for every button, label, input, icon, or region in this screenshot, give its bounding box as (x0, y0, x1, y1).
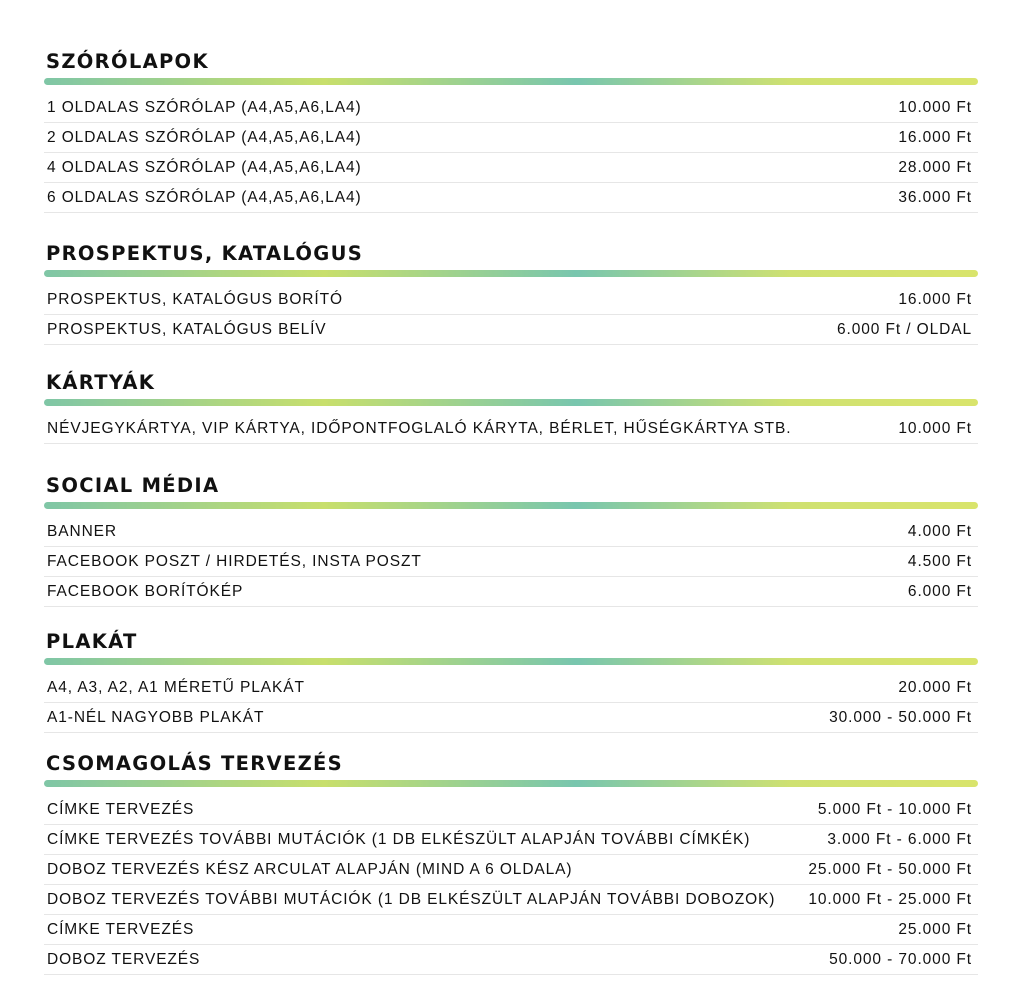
gradient-divider (44, 270, 978, 277)
price-row (44, 885, 978, 915)
item-price: 28.000 Ft (898, 158, 972, 176)
section-prospektus (44, 242, 978, 345)
section-title: PROSPEKTUS, KATALÓGUS (46, 242, 364, 265)
item-label: DOBOZ TERVEZÉS TOVÁBBI MUTÁCIÓK (1 DB ELKÉSZÜLT ALAPJÁN TOVÁBBI DOBOZOK) (47, 890, 776, 908)
item-price: 16.000 Ft (898, 128, 972, 146)
item-price: 10.000 Ft (898, 419, 972, 437)
price-row (44, 153, 978, 183)
price-row (44, 183, 978, 213)
gradient-divider (44, 502, 978, 509)
item-label: NÉVJEGYKÁRTYA, VIP KÁRTYA, IDŐPONTFOGLALÓ KÁRYTA, BÉRLET, HŰSÉGKÁRTYA STB. (47, 419, 792, 437)
section-szorolapok (44, 50, 978, 213)
price-row (44, 315, 978, 345)
section-title: KÁRTYÁK (46, 371, 156, 394)
item-price: 3.000 Ft - 6.000 Ft (827, 830, 972, 848)
price-row (44, 517, 978, 547)
item-label: A1-NÉL NAGYOBB PLAKÁT (47, 708, 265, 726)
section-plakat (44, 630, 978, 733)
section-kartyak (44, 371, 978, 444)
price-row (44, 577, 978, 607)
section-title: SZÓRÓLAPOK (46, 50, 209, 73)
item-label: CÍMKE TERVEZÉS (47, 920, 195, 938)
item-label: FACEBOOK POSZT / HIRDETÉS, INSTA POSZT (47, 552, 422, 570)
price-row (44, 795, 978, 825)
item-label: 4 OLDALAS SZÓRÓLAP (A4,A5,A6,LA4) (47, 158, 362, 176)
price-row (44, 414, 978, 444)
item-label: FACEBOOK BORÍTÓKÉP (47, 582, 244, 600)
section-title: CSOMAGOLÁS TERVEZÉS (46, 752, 343, 775)
price-row (44, 825, 978, 855)
gradient-divider (44, 78, 978, 85)
item-price: 10.000 Ft (898, 98, 972, 116)
price-row (44, 93, 978, 123)
item-label: CÍMKE TERVEZÉS TOVÁBBI MUTÁCIÓK (1 DB ELKÉSZÜLT ALAPJÁN TOVÁBBI CÍMKÉK) (47, 830, 751, 848)
price-row (44, 547, 978, 577)
item-price: 4.500 Ft (907, 552, 972, 570)
price-row (44, 285, 978, 315)
gradient-divider (44, 399, 978, 406)
item-price: 16.000 Ft (898, 290, 972, 308)
price-row (44, 703, 978, 733)
item-price: 6.000 Ft (907, 582, 972, 600)
item-label: CÍMKE TERVEZÉS (47, 800, 195, 818)
price-row (44, 855, 978, 885)
price-row (44, 945, 978, 975)
price-row (44, 673, 978, 703)
section-title: PLAKÁT (46, 630, 138, 653)
item-label: 6 OLDALAS SZÓRÓLAP (A4,A5,A6,LA4) (47, 188, 362, 206)
item-price: 36.000 Ft (898, 188, 972, 206)
item-price: 6.000 Ft / OLDAL (836, 320, 972, 338)
price-row (44, 915, 978, 945)
item-price: 4.000 Ft (907, 522, 972, 540)
item-price: 50.000 - 70.000 Ft (829, 950, 972, 968)
item-label: PROSPEKTUS, KATALÓGUS BELÍV (47, 320, 327, 338)
item-label: DOBOZ TERVEZÉS (47, 950, 201, 968)
item-price: 30.000 - 50.000 Ft (829, 708, 972, 726)
item-label: BANNER (47, 522, 117, 540)
item-price: 5.000 Ft - 10.000 Ft (817, 800, 972, 818)
item-label: PROSPEKTUS, KATALÓGUS BORÍTÓ (47, 290, 343, 308)
section-social-media (44, 474, 978, 607)
gradient-divider (44, 780, 978, 787)
item-label: 2 OLDALAS SZÓRÓLAP (A4,A5,A6,LA4) (47, 128, 362, 146)
item-price: 20.000 Ft (898, 678, 972, 696)
section-csomagolas-tervezes (44, 752, 978, 975)
item-price: 25.000 Ft - 50.000 Ft (808, 860, 972, 878)
item-price: 25.000 Ft (898, 920, 972, 938)
item-label: 1 OLDALAS SZÓRÓLAP (A4,A5,A6,LA4) (47, 98, 362, 116)
section-title: SOCIAL MÉDIA (46, 474, 220, 497)
item-label: A4, A3, A2, A1 MÉRETŰ PLAKÁT (47, 678, 305, 696)
item-price: 10.000 Ft - 25.000 Ft (808, 890, 972, 908)
gradient-divider (44, 658, 978, 665)
price-row (44, 123, 978, 153)
item-label: DOBOZ TERVEZÉS KÉSZ ARCULAT ALAPJÁN (MIND A 6 OLDALA) (47, 860, 573, 878)
